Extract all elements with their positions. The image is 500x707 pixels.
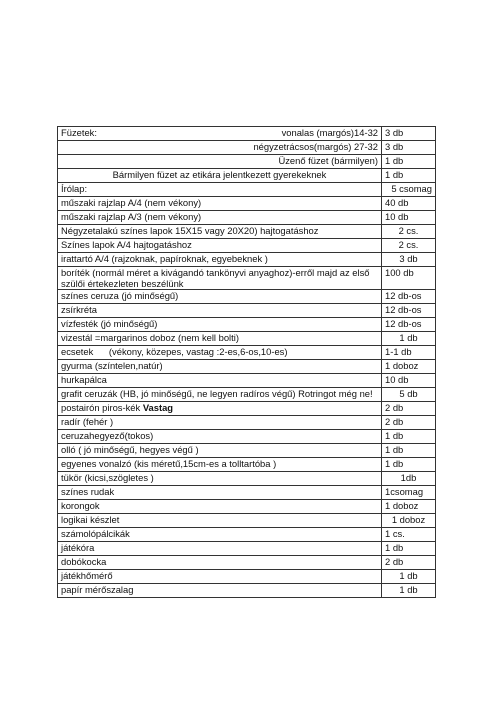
qty-cell: 1 db <box>382 169 436 183</box>
table-row <box>58 374 436 388</box>
table-row <box>58 253 436 267</box>
item-detail: vonalas (margós)14-32 <box>281 127 378 138</box>
item-cell: gyurma (színtelen,natúr) <box>58 360 382 374</box>
item-cell: ecsetek (vékony, közepes, vastag :2-es,6-os,10-es) <box>58 346 382 360</box>
qty-cell: 1 db <box>382 155 436 169</box>
item-cell: Írólap: <box>58 183 382 197</box>
qty-cell: 1 db <box>382 570 436 584</box>
table-row <box>58 486 436 500</box>
item-cell <box>58 127 382 141</box>
table-row <box>58 472 436 486</box>
qty-cell: 1csomag <box>382 486 436 500</box>
qty-cell: 1 db <box>382 458 436 472</box>
table-row <box>58 416 436 430</box>
table-row <box>58 542 436 556</box>
qty-cell: 1 doboz <box>382 500 436 514</box>
qty-cell: 2 cs. <box>382 239 436 253</box>
qty-cell: 1 db <box>382 542 436 556</box>
table-row <box>58 239 436 253</box>
table-row <box>58 267 436 290</box>
table-row <box>58 211 436 225</box>
table-row <box>58 528 436 542</box>
item-cell: zsírkréta <box>58 304 382 318</box>
qty-cell: 1 db <box>382 444 436 458</box>
table-row <box>58 458 436 472</box>
qty-cell: 3 db <box>382 253 436 267</box>
item-label: postairón piros-kék <box>61 402 143 413</box>
qty-cell: 1 db <box>382 332 436 346</box>
qty-cell: 1db <box>382 472 436 486</box>
item-cell: tükör (kicsi,szögletes ) <box>58 472 382 486</box>
qty-cell: 3 db <box>382 127 436 141</box>
table-row <box>58 141 436 155</box>
item-cell: irattartó A/4 (rajzoknak, papíroknak, egyebeknek ) <box>58 253 382 267</box>
table-row <box>58 318 436 332</box>
table-row <box>58 402 436 416</box>
table-row <box>58 360 436 374</box>
table-row <box>58 430 436 444</box>
item-cell: boríték (normál méret a kivágandó tankönyvi anyaghoz)-erről majd az első szülői értekezleten beszélünk <box>58 267 382 290</box>
qty-cell: 100 db <box>382 267 436 290</box>
table-row <box>58 584 436 598</box>
item-cell: hurkapálca <box>58 374 382 388</box>
table-row <box>58 556 436 570</box>
item-emphasis: Vastag <box>142 402 174 413</box>
qty-cell: 1 cs. <box>382 528 436 542</box>
table-row <box>58 444 436 458</box>
qty-cell: 40 db <box>382 197 436 211</box>
item-cell: olló ( jó minőségű, hegyes végű ) <box>58 444 382 458</box>
item-cell: vízfesték (jó minőségű) <box>58 318 382 332</box>
item-cell: dobókocka <box>58 556 382 570</box>
table-row <box>58 346 436 360</box>
qty-cell: 10 db <box>382 211 436 225</box>
table-row <box>58 127 436 141</box>
item-cell: vizestál =margarinos doboz (nem kell bolti) <box>58 332 382 346</box>
item-cell: egyenes vonalzó (kis méretű,15cm-es a tolltartóba ) <box>58 458 382 472</box>
qty-cell: 3 db <box>382 141 436 155</box>
item-cell: színes ceruza (jó minőségű) <box>58 290 382 304</box>
item-cell: ceruzahegyező(tokos) <box>58 430 382 444</box>
item-cell: játékhőmérő <box>58 570 382 584</box>
qty-cell: 1 db <box>382 584 436 598</box>
table-row <box>58 225 436 239</box>
item-cell: Színes lapok A/4 hajtogatáshoz <box>58 239 382 253</box>
qty-cell: 1-1 db <box>382 346 436 360</box>
table-row <box>58 290 436 304</box>
supply-list-table <box>57 126 436 598</box>
qty-cell: 12 db-os <box>382 290 436 304</box>
qty-cell: 12 db-os <box>382 318 436 332</box>
table-row <box>58 169 436 183</box>
qty-cell: 2 db <box>382 416 436 430</box>
qty-cell: 1 db <box>382 430 436 444</box>
qty-cell: 2 db <box>382 556 436 570</box>
item-cell: műszaki rajzlap A/4 (nem vékony) <box>58 197 382 211</box>
item-cell: logikai készlet <box>58 514 382 528</box>
item-cell: korongok <box>58 500 382 514</box>
item-detail: négyzetrácsos(margós) 27-32 <box>58 141 382 155</box>
item-cell <box>58 402 382 416</box>
table-row <box>58 332 436 346</box>
qty-cell: 1 doboz <box>382 360 436 374</box>
item-cell: Négyzetalakú színes lapok 15X15 vagy 20X20) hajtogatáshoz <box>58 225 382 239</box>
qty-cell: 1 doboz <box>382 514 436 528</box>
item-cell: papír mérőszalag <box>58 584 382 598</box>
item-cell: műszaki rajzlap A/3 (nem vékony) <box>58 211 382 225</box>
item-cell: számolópálcikák <box>58 528 382 542</box>
table-row <box>58 155 436 169</box>
item-cell: színes rudak <box>58 486 382 500</box>
qty-cell: 2 cs. <box>382 225 436 239</box>
qty-cell: 12 db-os <box>382 304 436 318</box>
qty-cell: 5 csomag <box>382 183 436 197</box>
table-row <box>58 183 436 197</box>
table-row <box>58 388 436 402</box>
qty-cell: 2 db <box>382 402 436 416</box>
table-row <box>58 500 436 514</box>
item-label: Füzetek: <box>61 127 97 138</box>
table-row <box>58 570 436 584</box>
item-cell: Bármilyen füzet az etikára jelentkezett gyerekeknek <box>58 169 382 183</box>
item-cell: játékóra <box>58 542 382 556</box>
item-detail: Üzenő füzet (bármilyen) <box>58 155 382 169</box>
table-row <box>58 304 436 318</box>
table-row <box>58 197 436 211</box>
item-cell: radír (fehér ) <box>58 416 382 430</box>
table-row <box>58 514 436 528</box>
qty-cell: 5 db <box>382 388 436 402</box>
item-cell: grafit ceruzák (HB, jó minőségű, ne legyen radíros végű) Rotringot még ne! <box>58 388 382 402</box>
qty-cell: 10 db <box>382 374 436 388</box>
